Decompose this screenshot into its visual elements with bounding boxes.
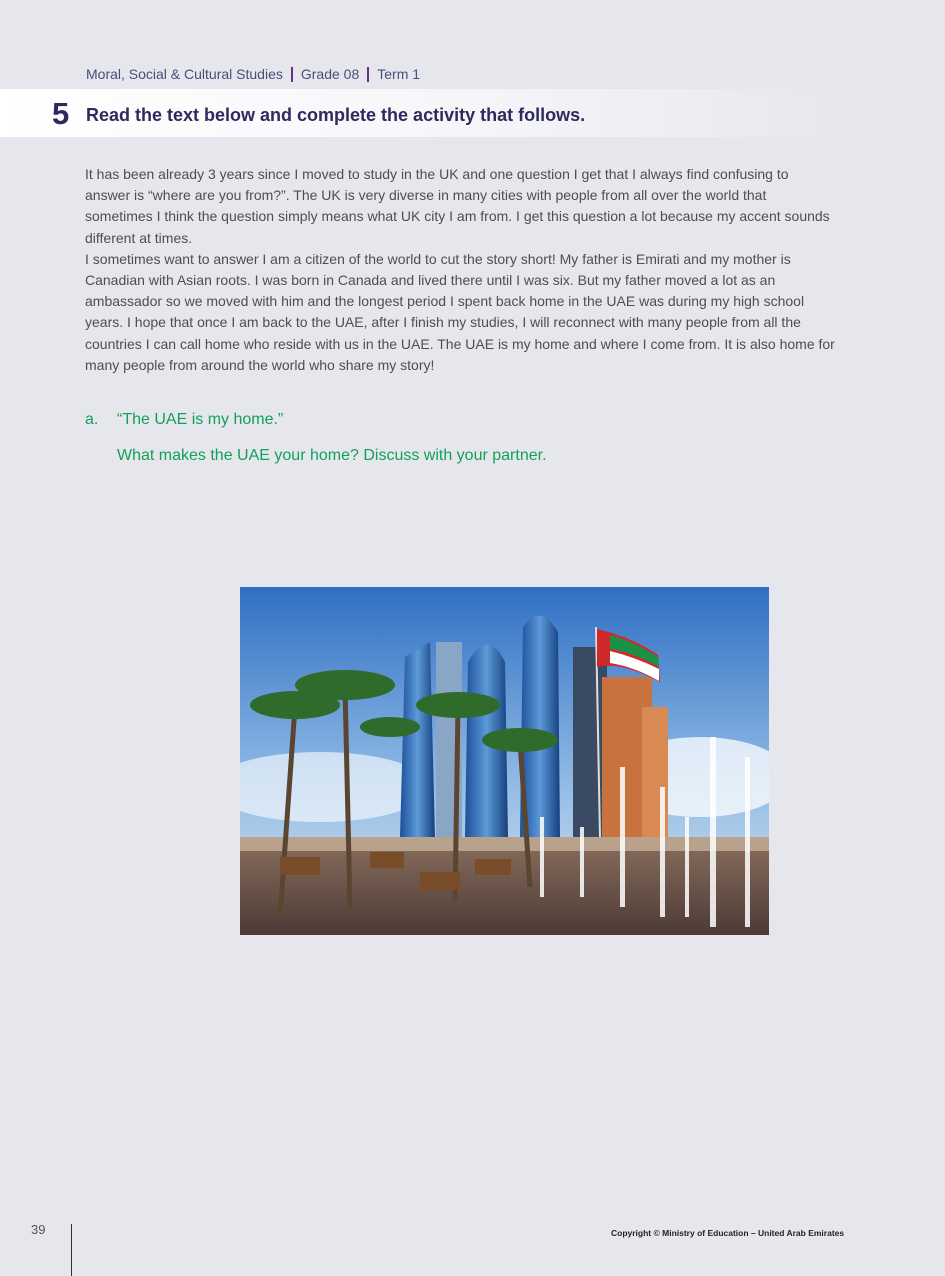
question-letter: a.: [85, 411, 99, 428]
header-divider: [367, 67, 369, 82]
header-grade: Grade 08: [300, 66, 360, 82]
reading-passage: [85, 164, 835, 376]
header-term: Term 1: [377, 66, 421, 82]
question-quote: “The UAE is my home.”: [117, 411, 284, 428]
passage-paragraph: I sometimes want to answer I am a citizen of the world to cut the story short! My father is Emirati and my mother is Canadian with Asian roots. I was born in Canada and lived there until I was six. But my father moved a lot as an ambassador so we moved with him and the longest period I spent back home in the UAE was during my high school years. I hope that once I am back to the UAE, after I finish my studies, I will reconnect with many people from all the countries I can call home who reside with us in the UAE. The UAE is my home and where I come from. It is also home for many people from around the world who share my story!: [85, 250, 835, 373]
abu-dhabi-skyline-photo: [240, 587, 769, 935]
footer-divider: [71, 1224, 72, 1276]
question-prompt: What makes the UAE your home? Discuss with your partner.: [117, 447, 547, 464]
passage-paragraph: It has been already 3 years since I moved to study in the UK and one question I get that I always find confusing to answer is “where are you from?”. The UK is very diverse in many cities with people from all over the world that sometimes I think the question simply means what UK city I am from. I get this question a lot because my accent sounds different at times.: [85, 166, 830, 246]
copyright-notice: Copyright © Ministry of Education – United Arab Emirates: [611, 1228, 845, 1238]
header-divider: [291, 67, 293, 82]
running-header: [86, 66, 420, 82]
activity-instruction: Read the text below and complete the activity that follows.: [86, 105, 586, 125]
page-number: 39: [31, 1222, 46, 1237]
activity-number: 5: [52, 96, 70, 131]
header-subject: Moral, Social & Cultural Studies: [86, 66, 283, 82]
